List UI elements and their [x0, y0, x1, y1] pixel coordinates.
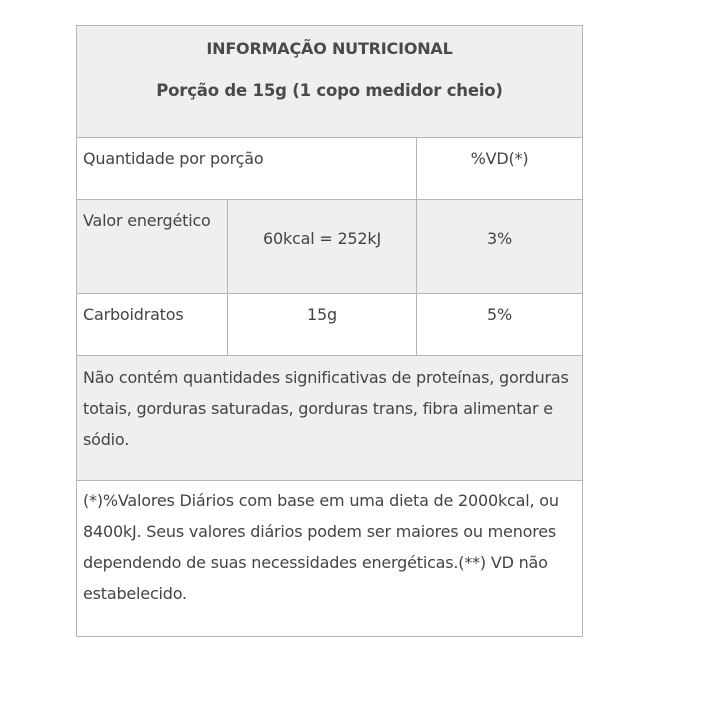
table-row-quantity	[77, 138, 583, 200]
nutrient-amount-carbs: 15g	[228, 294, 417, 356]
nutrient-vd-energy: 3%	[417, 200, 583, 294]
quantity-label: Quantidade por porção	[77, 138, 417, 200]
table-header-row	[77, 26, 583, 138]
nutrition-facts-table	[76, 25, 583, 637]
vd-label: %VD(*)	[417, 138, 583, 200]
daily-value-footnote: (*)%Valores Diários com base em uma dieta de 2000kcal, ou 8400kJ. Seus valores diários podem ser maiores ou menores dependendo de suas necessidades energéticas.(**) VD não estabelecido.	[77, 481, 583, 637]
nutrient-name-carbs: Carboidratos	[77, 294, 228, 356]
table-row-note	[77, 356, 583, 481]
serving-size: Porção de 15g (1 copo medidor cheio)	[156, 81, 503, 100]
table-row-energy	[77, 200, 583, 294]
table-row-footnote	[77, 481, 583, 637]
nutrient-name-energy: Valor energético	[77, 200, 228, 294]
table-row-carbs	[77, 294, 583, 356]
nutrition-note: Não contém quantidades significativas de proteínas, gorduras totais, gorduras saturadas, gorduras trans, fibra alimentar e sódio.	[77, 356, 583, 481]
nutrient-vd-carbs: 5%	[417, 294, 583, 356]
nutrient-amount-energy: 60kcal = 252kJ	[228, 200, 417, 294]
table-header	[77, 26, 583, 138]
table-title: INFORMAÇÃO NUTRICIONAL	[206, 39, 453, 58]
